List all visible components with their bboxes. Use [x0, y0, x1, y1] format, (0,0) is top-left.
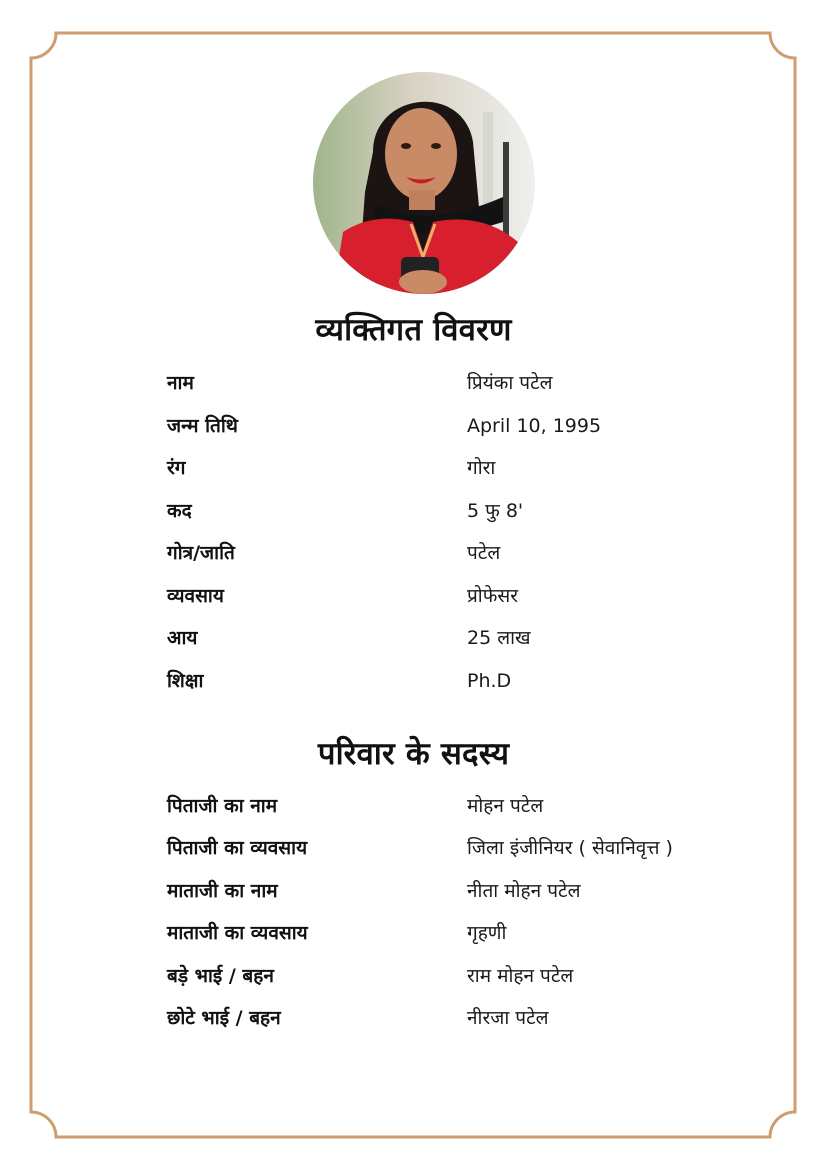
family-row-father-occupation — [0, 833, 827, 863]
section-title-personal: व्यक्तिगत विवरण — [315, 312, 512, 348]
family-row-mother-occupation — [0, 918, 827, 948]
row-label: कद — [167, 500, 192, 522]
row-value: मोहन पटेल — [467, 795, 544, 817]
row-label: छोटे भाई / बहन — [167, 1007, 281, 1029]
row-value: पटेल — [467, 542, 501, 564]
row-value: प्रोफेसर — [467, 585, 518, 607]
row-value: जिला इंजीनियर ( सेवानिवृत्त ) — [467, 837, 673, 859]
detail-row-dob — [0, 411, 827, 441]
row-value: गृहणी — [467, 922, 507, 944]
row-label: जन्म तिथि — [167, 415, 238, 437]
row-value: April 10, 1995 — [467, 415, 602, 437]
detail-row-occupation — [0, 581, 827, 611]
row-label: माताजी का नाम — [167, 880, 278, 902]
family-row-mother-name — [0, 876, 827, 906]
row-label: नाम — [167, 372, 194, 394]
detail-row-education — [0, 666, 827, 696]
detail-row-height — [0, 496, 827, 526]
detail-row-income — [0, 623, 827, 653]
family-row-younger-sibling — [0, 1003, 827, 1033]
family-row-father-name — [0, 791, 827, 821]
row-value: गोरा — [467, 457, 496, 479]
row-value: 25 लाख — [467, 627, 531, 649]
row-label: माताजी का व्यवसाय — [167, 922, 308, 944]
profile-photo — [313, 72, 535, 294]
row-label: व्यवसाय — [167, 585, 224, 607]
row-value: राम मोहन पटेल — [467, 965, 574, 987]
row-label: पिताजी का व्यवसाय — [167, 837, 308, 859]
detail-row-caste — [0, 538, 827, 568]
row-label: शिक्षा — [167, 670, 204, 692]
detail-row-name — [0, 368, 827, 398]
row-label: गोत्र/जाति — [167, 542, 235, 564]
detail-row-complexion — [0, 453, 827, 483]
row-value: Ph.D — [467, 670, 512, 692]
row-label: बड़े भाई / बहन — [167, 965, 274, 987]
row-value: नीरजा पटेल — [467, 1007, 549, 1029]
row-label: पिताजी का नाम — [167, 795, 278, 817]
row-value: प्रियंका पटेल — [467, 372, 553, 394]
row-label: रंग — [167, 457, 186, 479]
row-value: नीता मोहन पटेल — [467, 880, 581, 902]
row-label: आय — [167, 627, 198, 649]
section-title-family: परिवार के सदस्य — [317, 736, 510, 772]
family-row-elder-sibling — [0, 961, 827, 991]
row-value: 5 फु 8' — [467, 500, 524, 522]
